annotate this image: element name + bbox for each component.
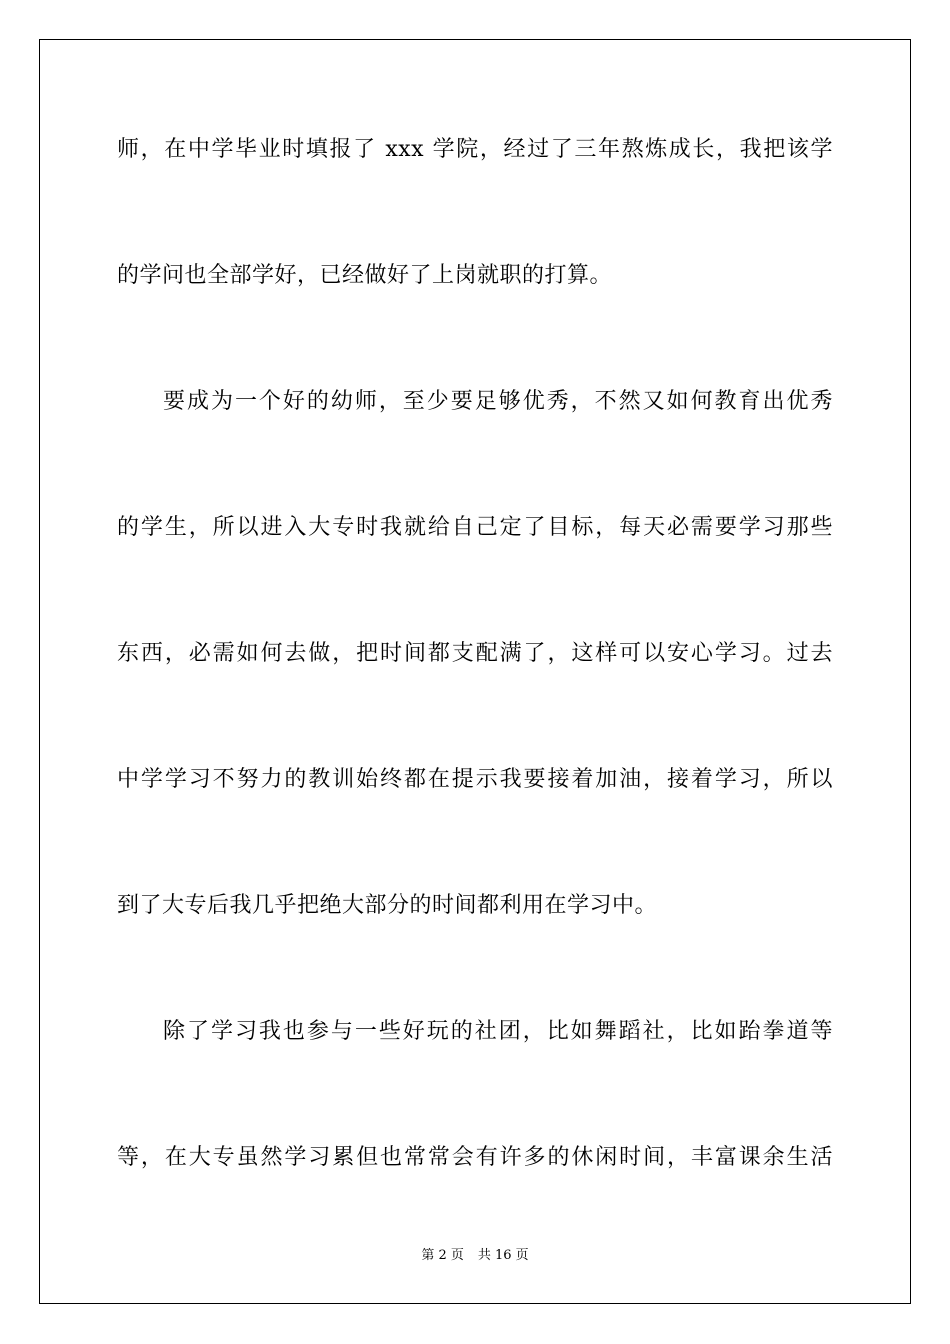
page-footer [0, 1247, 950, 1265]
page-number: 第 2 页 [421, 1248, 464, 1263]
body-line-7: 到了大专后我几乎把绝大部分的时间都利用在学习中。 [117, 893, 658, 918]
body-line-8: 除了学习我也参与一些好玩的社团，比如舞蹈社，比如跆拳道等 [163, 1019, 833, 1044]
body-line-9: 等，在大专虽然学习累但也常常会有许多的休闲时间，丰富课余生活 [117, 1145, 833, 1170]
body-line-6: 中学学习不努力的教训始终都在提示我要接着加油，接着学习，所以 [117, 767, 833, 792]
page-frame [39, 39, 911, 1304]
body-line-1: 师，在中学毕业时填报了 xxx 学院，经过了三年熬炼成长，我把该学 [117, 137, 833, 162]
page-total: 共 16 页 [477, 1248, 529, 1263]
body-line-2: 的学问也全部学好，已经做好了上岗就职的打算。 [117, 263, 613, 288]
body-line-4: 的学生，所以进入大专时我就给自己定了目标，每天必需要学习那些 [117, 515, 833, 540]
body-line-3: 要成为一个好的幼师，至少要足够优秀，不然又如何教育出优秀 [163, 389, 833, 414]
body-line-5: 东西，必需如何去做，把时间都支配满了，这样可以安心学习。过去 [117, 641, 833, 666]
